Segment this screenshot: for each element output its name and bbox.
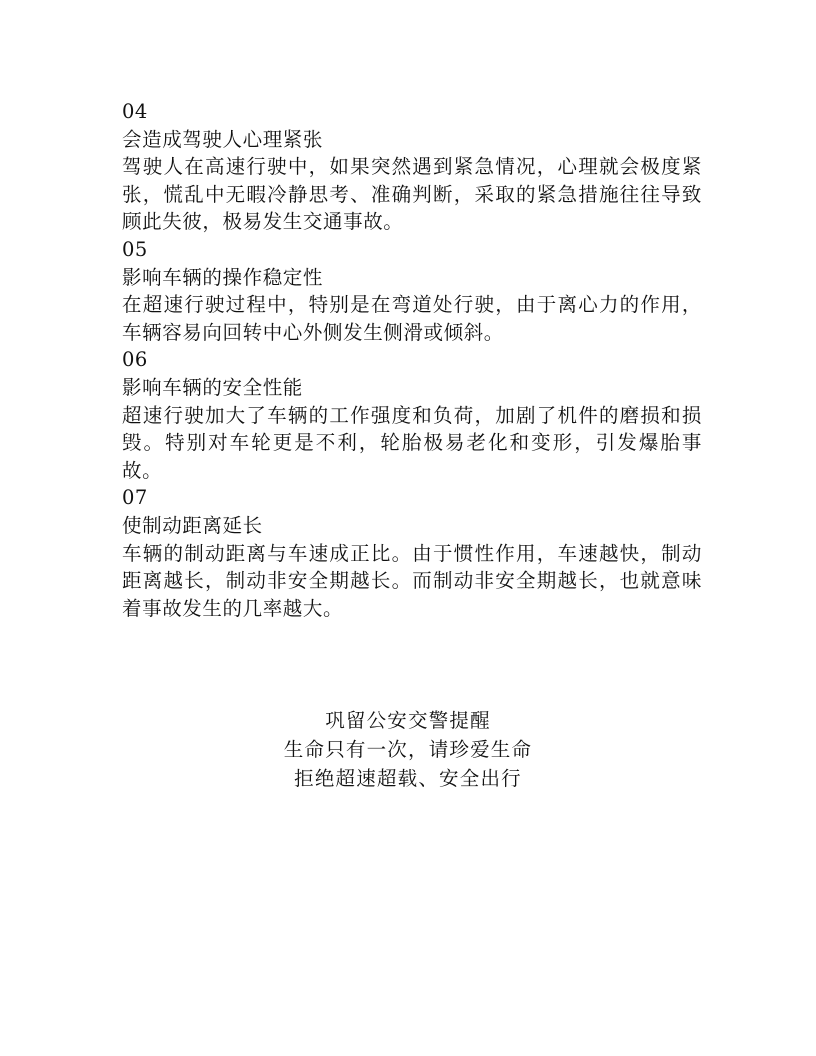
- reminder-line: 拒绝超速超载、安全出行: [294, 767, 522, 790]
- traffic-police-reminder: [208, 706, 608, 793]
- section-body: 车辆的制动距离与车速成正比。由于惯性作用，车速越快，制动距离越长，制动非安全期越长。而制动非安全期越长，也就意味着事故发生的几率越大。: [122, 541, 702, 620]
- section-number: 04: [122, 100, 148, 123]
- section-heading: 会造成驾驶人心理紧张: [122, 127, 324, 151]
- section-number: 07: [122, 486, 148, 510]
- section-body: 超速行驶加大了车辆的工作强度和负荷，加剧了机件的磨损和损毁。特别对车轮更是不利，轮胎极易老化和变形，引发爆胎事故。: [122, 403, 702, 482]
- section-07: [122, 484, 702, 622]
- section-number: 06: [122, 348, 148, 372]
- section-heading: 使制动距离延长: [122, 513, 263, 537]
- section-05: [122, 236, 702, 346]
- section-number: 05: [122, 237, 148, 261]
- section-body: 在超速行驶过程中，特别是在弯道处行驶，由于离心力的作用，车辆容易向回转中心外侧发生侧滑或倾斜。: [122, 293, 702, 344]
- section-heading: 影响车辆的操作稳定性: [122, 265, 324, 289]
- reminder-line: 生命只有一次，请珍爱生命: [283, 738, 533, 761]
- section-04: [122, 98, 702, 236]
- document-content: [122, 98, 702, 622]
- section-06: [122, 346, 702, 484]
- section-body: 驾驶人在高速行驶中，如果突然遇到紧急情况，心理就会极度紧张，慌乱中无暇冷静思考、准确判断，采取的紧急措施往往导致顾此失彼，极易发生交通事故。: [122, 155, 702, 234]
- section-heading: 影响车辆的安全性能: [122, 375, 303, 399]
- reminder-line: 巩留公安交警提醒: [325, 709, 491, 732]
